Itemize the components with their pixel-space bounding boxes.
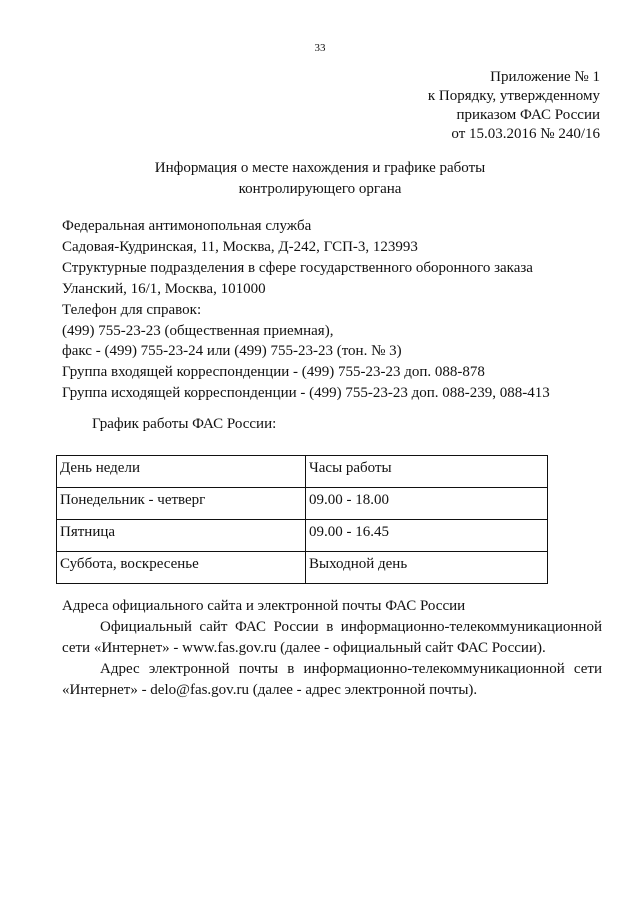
table-row [57,552,548,584]
appendix-header [428,68,600,144]
appendix-line: к Порядку, утвержденному [427,88,600,104]
table-row [57,488,548,520]
email-line: «Интернет» - delo@fas.gov.ru (далее - адрес электронной почты). [62,682,478,698]
table-cell: Пятница [57,520,306,552]
contact-line: факс - (499) 755-23-24 или (499) 755-23-23 (тон. № 3) [62,343,402,360]
appendix-line: от 15.03.2016 № 240/16 [451,126,600,142]
table-header-cell: Часы работы [306,456,548,488]
title-line: контролирующего органа [238,181,402,197]
contact-line: Группа исходящей корреспонденции - (499) 755-23-23 доп. 088-239, 088-413 [62,385,550,402]
site-line: сети «Интернет» - www.fas.gov.ru (далее - официальный сайт ФАС России). [62,640,546,656]
contact-line: Структурные подразделения в сфере государственного оборонного заказа [62,259,533,276]
table-cell: 09.00 - 18.00 [306,488,548,520]
table-header-cell: День недели [57,456,306,488]
page-number: 33 [314,42,326,54]
appendix-line: Приложение № 1 [490,69,600,85]
document-title [0,158,640,200]
site-line: Официальный сайт ФАС России в информационно-телекоммуникационной [100,619,602,635]
title-line: Информация о месте нахождения и графике работы [154,160,486,176]
contact-line: Группа входящей корреспонденции - (499) 755-23-23 доп. 088-878 [62,364,485,381]
table-cell: 09.00 - 16.45 [306,520,548,552]
contact-line: Садовая-Кудринская, 11, Москва, Д-242, ГСП-3, 123993 [62,238,418,255]
web-heading: Адреса официального сайта и электронной почты ФАС России [62,598,466,614]
contact-line: (499) 755-23-23 (общественная приемная), [62,322,334,339]
appendix-line: приказом ФАС России [456,107,600,123]
contacts-block [62,216,550,404]
table-row [57,520,548,552]
contact-line: Федеральная антимонопольная служба [62,218,312,234]
site-paragraph [62,617,602,659]
email-line: Адрес электронной почты в информационно-телекоммуникационной сети [100,661,602,677]
table-cell: Суббота, воскресенье [57,552,306,584]
table-cell: Выходной день [306,552,548,584]
schedule-table [56,455,548,584]
contact-line: Телефон для справок: [62,301,202,318]
table-header-row [57,456,548,488]
table-cell: Понедельник - четверг [57,488,306,520]
contact-line: Уланский, 16/1, Москва, 101000 [62,280,266,297]
schedule-heading: График работы ФАС России: [92,416,277,432]
email-paragraph [62,659,602,701]
